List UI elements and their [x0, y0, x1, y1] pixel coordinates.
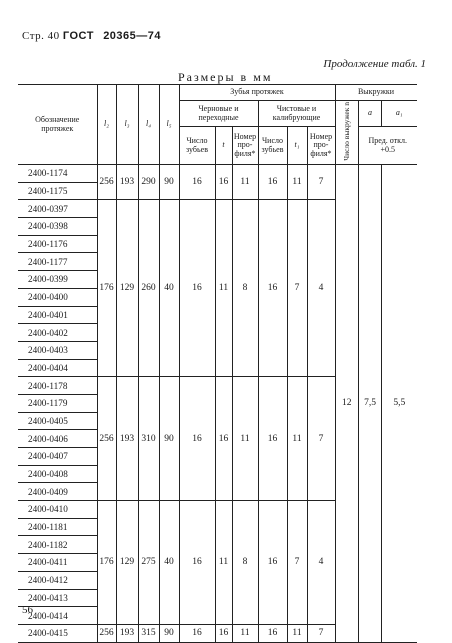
value-l2: 256 [97, 624, 116, 642]
value-finish-teeth: 16 [258, 165, 287, 200]
designation-cell: 2400-0413 [18, 589, 97, 607]
col-tolerance: Пред. откл. +0.5 [359, 127, 417, 165]
broach-table [18, 84, 417, 643]
value-l4: 315 [138, 624, 159, 642]
value-finish-profile: 4 [307, 501, 335, 625]
col-l2: l₂ [97, 85, 116, 165]
value-l3: 129 [116, 501, 138, 625]
designation-cell: 2400-0410 [18, 501, 97, 519]
value-finish-profile: 4 [307, 200, 335, 377]
designation-cell: 2400-0409 [18, 483, 97, 501]
value-l5: 90 [159, 624, 179, 642]
value-rough-profile: 11 [232, 624, 258, 642]
value-finish-teeth: 16 [258, 200, 287, 377]
value-rough-profile: 11 [232, 377, 258, 501]
col-t1: t₁ [287, 127, 307, 165]
designation-cell: 2400-0411 [18, 554, 97, 572]
value-t1: 11 [287, 624, 307, 642]
value-l3: 193 [116, 165, 138, 200]
designation-cell: 2400-0405 [18, 412, 97, 430]
col-teeth-group: Зубья протяжек [179, 85, 335, 101]
value-l2: 176 [97, 200, 116, 377]
value-t: 16 [215, 624, 232, 642]
recess-count: 12 [335, 165, 359, 643]
value-rough-teeth: 16 [179, 377, 215, 501]
col-l5: l₅ [159, 85, 179, 165]
recess-a1: 5,5 [382, 165, 417, 643]
value-l2: 176 [97, 501, 116, 625]
designation-cell: 2400-0415 [18, 624, 97, 642]
col-finish-profile: Номер про- филя* [307, 127, 335, 165]
designation-cell: 2400-0403 [18, 341, 97, 359]
designation-cell: 2400-1174 [18, 165, 97, 183]
col-recess-group: Выкружки [335, 85, 417, 101]
col-finish-teeth: Число зубьев [258, 127, 287, 165]
value-l4: 275 [138, 501, 159, 625]
designation-cell: 2400-1182 [18, 536, 97, 554]
standard-number: 20365—74 [103, 30, 162, 42]
col-a: a [359, 101, 382, 127]
col-l4: l₄ [138, 85, 159, 165]
value-l5: 90 [159, 165, 179, 200]
designation-cell: 2400-0414 [18, 607, 97, 625]
value-t: 11 [215, 200, 232, 377]
value-l3: 129 [116, 200, 138, 377]
designation-cell: 2400-0397 [18, 200, 97, 218]
designation-cell: 2400-0398 [18, 218, 97, 236]
value-l2: 256 [97, 377, 116, 501]
value-l5: 40 [159, 501, 179, 625]
col-l3: l₃ [116, 85, 138, 165]
value-t1: 11 [287, 165, 307, 200]
designation-cell: 2400-0401 [18, 306, 97, 324]
recess-a: 7,5 [359, 165, 382, 643]
col-rough-teeth: Число зубьев [179, 127, 215, 165]
value-t1: 7 [287, 200, 307, 377]
designation-cell: 2400-1175 [18, 182, 97, 200]
continuation-caption: Продолжение табл. 1 [323, 58, 426, 70]
value-t1: 7 [287, 501, 307, 625]
value-finish-teeth: 16 [258, 501, 287, 625]
dimensions-caption: Размеры в мм [178, 70, 273, 84]
designation-cell: 2400-0402 [18, 324, 97, 342]
value-l5: 90 [159, 377, 179, 501]
designation-cell: 2400-0406 [18, 430, 97, 448]
value-rough-profile: 8 [232, 501, 258, 625]
value-finish-profile: 7 [307, 377, 335, 501]
table-row [18, 165, 417, 183]
page-number: 56 [22, 604, 33, 616]
designation-cell: 2400-0407 [18, 448, 97, 466]
col-rough-group: Черновые и переходные [179, 101, 258, 127]
value-l2: 256 [97, 165, 116, 200]
standard-label: ГОСТ [62, 30, 94, 42]
designation-cell: 2400-1181 [18, 518, 97, 536]
col-finish-group: Чистовые и калибрующие [258, 101, 335, 127]
value-l4: 260 [138, 200, 159, 377]
value-rough-teeth: 16 [179, 200, 215, 377]
value-rough-profile: 11 [232, 165, 258, 200]
designation-cell: 2400-1177 [18, 253, 97, 271]
designation-cell: 2400-1179 [18, 394, 97, 412]
value-l4: 310 [138, 377, 159, 501]
col-a1: a₁ [382, 101, 417, 127]
page-header-prefix: Стр. 40 [22, 30, 60, 42]
value-finish-profile: 7 [307, 165, 335, 200]
value-finish-teeth: 16 [258, 377, 287, 501]
value-rough-teeth: 16 [179, 501, 215, 625]
value-l3: 193 [116, 377, 138, 501]
col-recess-count: Число выкружек n [342, 101, 351, 161]
designation-cell: 2400-0400 [18, 288, 97, 306]
designation-cell: 2400-0399 [18, 271, 97, 289]
value-t: 16 [215, 165, 232, 200]
value-l3: 193 [116, 624, 138, 642]
designation-cell: 2400-0404 [18, 359, 97, 377]
col-designation: Обозначение протяжек [18, 85, 97, 165]
value-l5: 40 [159, 200, 179, 377]
value-rough-profile: 8 [232, 200, 258, 377]
col-rough-profile: Номер про- филя* [232, 127, 258, 165]
value-t1: 11 [287, 377, 307, 501]
value-rough-teeth: 16 [179, 624, 215, 642]
designation-cell: 2400-0412 [18, 571, 97, 589]
value-finish-profile: 7 [307, 624, 335, 642]
designation-cell: 2400-0408 [18, 465, 97, 483]
designation-cell: 2400-1178 [18, 377, 97, 395]
value-rough-teeth: 16 [179, 165, 215, 200]
col-t: t [215, 127, 232, 165]
value-finish-teeth: 16 [258, 624, 287, 642]
designation-cell: 2400-1176 [18, 235, 97, 253]
value-l4: 290 [138, 165, 159, 200]
value-t: 11 [215, 501, 232, 625]
value-t: 16 [215, 377, 232, 501]
page-header [22, 30, 161, 42]
